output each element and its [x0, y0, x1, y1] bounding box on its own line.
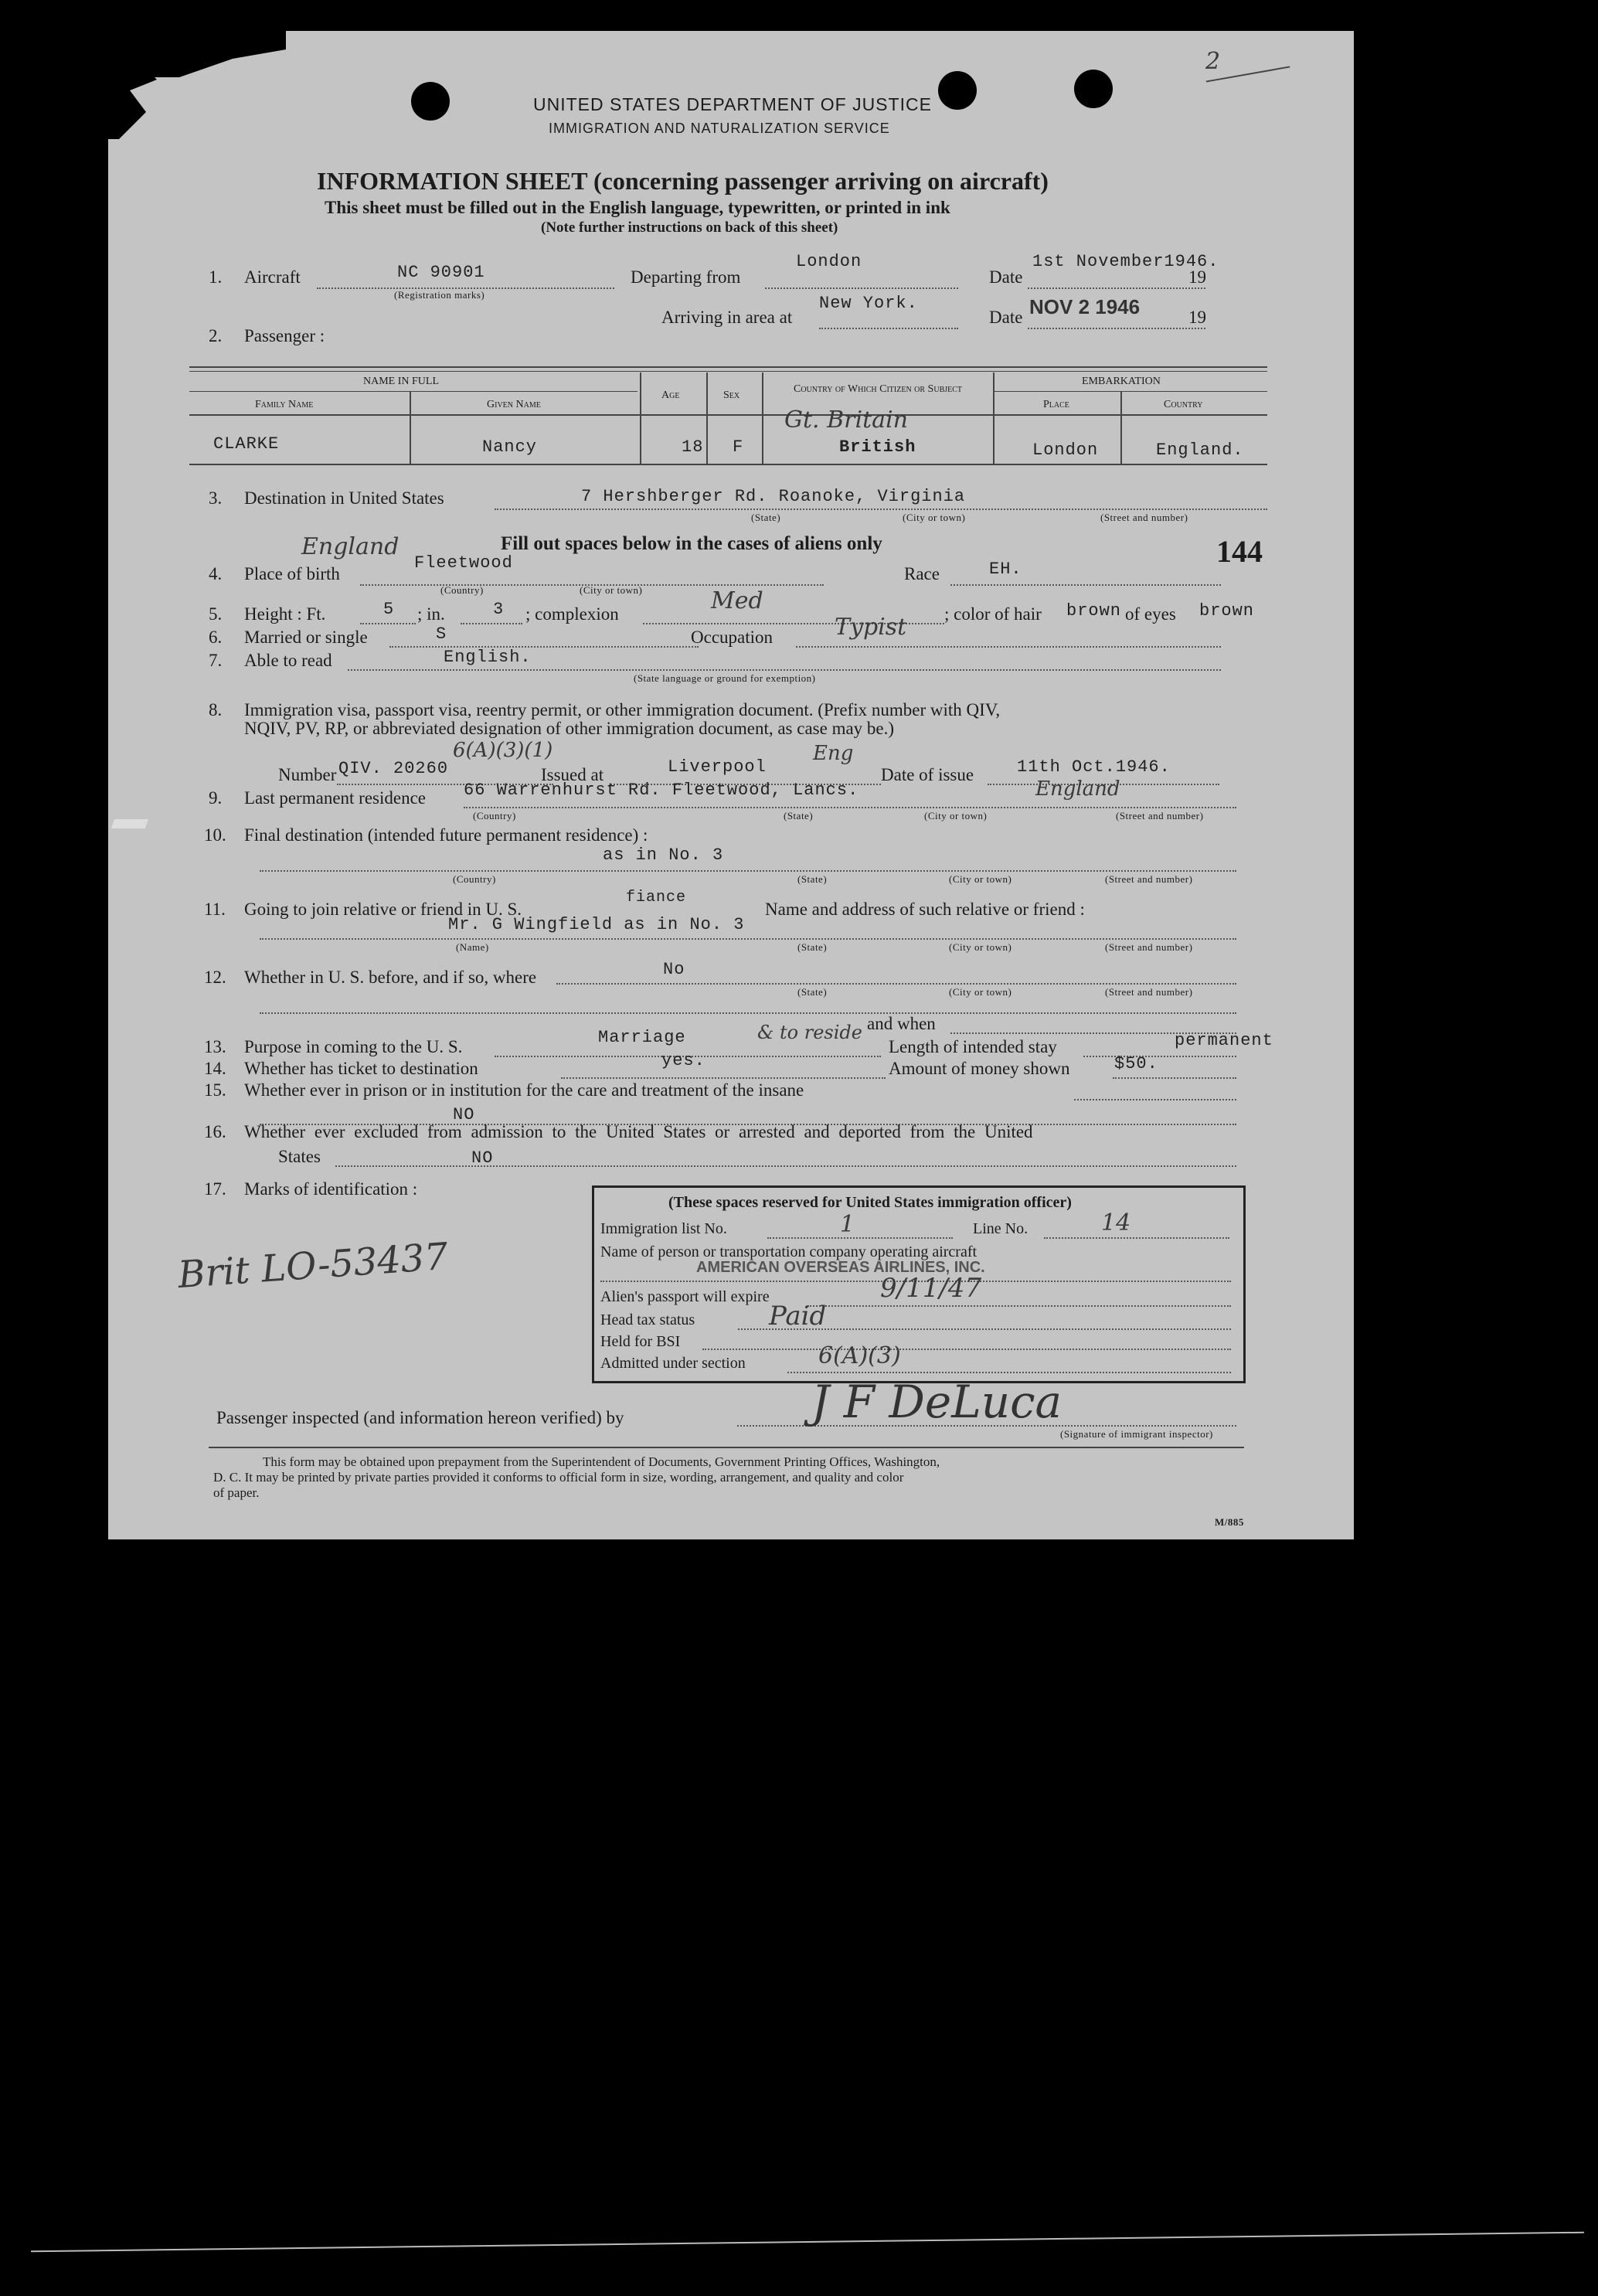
col-divider-3: [706, 372, 708, 465]
service-heading: IMMIGRATION AND NATURALIZATION SERVICE: [549, 121, 890, 136]
height-in-label: ; in.: [417, 604, 445, 624]
inspector-signature: J F DeLuca: [811, 1376, 1062, 1428]
arriving-label: Arriving in area at: [661, 308, 793, 327]
issued-value: Liverpool: [668, 757, 767, 777]
hair-label: ; color of hair: [944, 604, 1042, 624]
join-city-caption: (City or town): [949, 941, 1012, 953]
country-header: Country: [1164, 399, 1203, 410]
visa-number-hw: 6(A)(3)(1): [453, 739, 553, 762]
date-line: [1028, 287, 1205, 289]
final-city-caption: (City or town): [949, 873, 1012, 885]
family-name-header: Family Name: [255, 399, 314, 410]
line-no-value: 14: [1101, 1209, 1131, 1236]
passport-line: [808, 1305, 1231, 1307]
and-when-label: and when: [867, 1014, 936, 1033]
married-line: [389, 646, 699, 648]
ticket-line: [561, 1077, 886, 1079]
residence-country-hw: England: [1035, 777, 1120, 801]
inspection-label: Passenger inspected (and information hereon verified) by: [216, 1408, 624, 1427]
item16-number: 16.: [204, 1122, 226, 1141]
passport-value: 9/11/47: [880, 1273, 982, 1304]
item3-number: 3.: [209, 488, 223, 508]
headtax-value: Paid: [769, 1301, 827, 1332]
aircraft-label: Aircraft: [244, 267, 301, 287]
item10-number: 10.: [204, 825, 226, 845]
year-suffix: 19: [1188, 267, 1206, 287]
table-top-rule: [189, 366, 1267, 368]
excluded-value: NO: [471, 1148, 494, 1168]
item12-number: 12.: [204, 968, 226, 987]
form-instruction-note: (Note further instructions on back of this sheet): [541, 219, 838, 236]
married-value: S: [436, 624, 447, 644]
stamp-number: 144: [1216, 534, 1263, 569]
stay-label: Length of intended stay: [889, 1037, 1057, 1056]
complexion-label: ; complexion: [525, 604, 619, 624]
name-in-full-header: NAME IN FULL: [363, 376, 439, 387]
final-street-caption: (Street and number): [1105, 873, 1193, 885]
item11-number: 11.: [204, 900, 226, 919]
date2-label: Date: [989, 308, 1023, 327]
citizen-handwritten: Gt. Britain: [784, 406, 908, 434]
dest-state-caption: (State): [751, 512, 781, 523]
passport-label: Alien's passport will expire: [600, 1288, 770, 1305]
operator-value: AMERICAN OVERSEAS AIRLINES, INC.: [696, 1259, 985, 1276]
join-label-2: Name and address of such relative or friend :: [765, 900, 1085, 919]
document-sheet: [108, 31, 1354, 1539]
before-street-caption: (Street and number): [1105, 986, 1193, 998]
date-label: Date: [989, 267, 1023, 287]
read-line: [348, 669, 1221, 671]
married-label: Married or single: [244, 628, 368, 647]
form-code: M/885: [1215, 1516, 1244, 1528]
before-value: No: [663, 960, 685, 979]
destination-value: 7 Hershberger Rd. Roanoke, Virginia: [581, 487, 966, 506]
res-country-caption: (Country): [473, 810, 516, 821]
money-value: $50.: [1114, 1054, 1158, 1073]
embark-header-rule: [993, 391, 1267, 392]
citizen-value: British: [839, 437, 916, 457]
col-divider-4: [762, 372, 763, 465]
table-bottom-rule: [189, 464, 1267, 465]
torn-edge-2: [108, 31, 286, 77]
arriving-value: New York.: [819, 294, 918, 313]
issued-hw: Eng: [813, 742, 854, 765]
ticket-value: yes.: [661, 1051, 706, 1070]
margin-clip-mark: [111, 819, 148, 828]
department-heading: UNITED STATES DEPARTMENT OF JUSTICE: [533, 94, 932, 114]
height-ft-value: 5: [383, 600, 395, 619]
stay-line: [1083, 1056, 1236, 1057]
embarkation-header: EMBARKATION: [1082, 376, 1161, 387]
res-city-caption: (City or town): [924, 810, 988, 821]
visa-number-label: Number: [278, 765, 337, 784]
visa-text-2: NQIV, PV, RP, or abbreviated designation of other immigration document, as case may be.): [244, 719, 895, 738]
country-citizen-header: Country of Which Citizen or Subject: [793, 383, 963, 395]
line-no-label: Line No.: [973, 1220, 1028, 1237]
excluded-label: Whether ever excluded from admission to the United States or arrested and deported from the United: [244, 1122, 1033, 1141]
item1-number: 1.: [209, 267, 223, 287]
before-line-2: [260, 1012, 1236, 1014]
table-header-rule: [189, 391, 638, 392]
destination-line: [495, 509, 1267, 510]
item5-number: 5.: [209, 604, 223, 624]
race-line: [950, 584, 1221, 586]
eyes-label: of eyes: [1125, 604, 1176, 624]
before-label: Whether in U. S. before, and if so, where: [244, 968, 537, 987]
admitted-line: [787, 1372, 1231, 1373]
issued-label: Issued at: [541, 765, 604, 784]
item6-number: 6.: [209, 628, 223, 647]
marks-hw: Brit LO-53437: [176, 1234, 450, 1298]
footer-line-2: D. C. It may be printed by private parties provided it conforms to official form in size, wording, arrangement, and quality and color: [213, 1470, 904, 1485]
join-relation: fiance: [626, 889, 687, 906]
complexion-hw: Med: [711, 587, 763, 614]
col-divider-5: [993, 372, 994, 465]
prison-label: Whether ever in prison or in institution for the care and treatment of the insane: [244, 1080, 804, 1100]
read-caption: (State language or ground for exemption): [634, 672, 816, 684]
height-label: Height : Ft.: [244, 604, 326, 624]
arrival-date-stamp: NOV 2 1946: [1029, 295, 1141, 318]
signature-caption: (Signature of immigrant inspector): [1060, 1428, 1213, 1440]
footer-rule: [209, 1447, 1244, 1448]
occupation-hw: Typist: [835, 614, 907, 641]
excluded-line: [335, 1165, 1236, 1167]
read-label: Able to read: [244, 651, 332, 670]
table-top-rule-2: [189, 371, 1267, 372]
imm-list-value: 1: [840, 1211, 855, 1238]
line-no-line: [1044, 1237, 1229, 1239]
corner-mark: 2: [1205, 48, 1221, 75]
admitted-label: Admitted under section: [600, 1355, 746, 1372]
officer-box-title: (These spaces reserved for United States immigration officer): [668, 1194, 1072, 1211]
join-line: [260, 938, 1236, 940]
dest-street-caption: (Street and number): [1100, 512, 1188, 523]
final-dest-line: [260, 870, 1236, 872]
col-divider-1: [410, 391, 411, 465]
res-street-caption: (Street and number): [1116, 810, 1204, 821]
final-country-caption: (Country): [453, 873, 496, 885]
sex-value: F: [733, 437, 744, 457]
imm-list-label: Immigration list No.: [600, 1220, 727, 1237]
item14-number: 14.: [204, 1059, 226, 1078]
height-ft-line: [360, 623, 416, 624]
item9-number: 9.: [209, 788, 223, 808]
departing-line: [765, 287, 958, 289]
item13-number: 13.: [204, 1037, 226, 1056]
visa-number-value: QIV. 20260: [338, 759, 449, 778]
race-label: Race: [904, 564, 940, 583]
purpose-label: Purpose in coming to the U. S.: [244, 1037, 463, 1056]
headtax-label: Head tax status: [600, 1311, 695, 1328]
col-divider-2: [640, 372, 641, 465]
dest-city-caption: (City or town): [903, 512, 966, 523]
marks-label: Marks of identification :: [244, 1179, 418, 1199]
occupation-line: [796, 646, 1221, 648]
final-dest-value: as in No. 3: [603, 845, 724, 865]
punch-hole-1: [411, 82, 450, 121]
join-value: Mr. G Wingfield as in No. 3: [448, 915, 745, 934]
birth-country-caption: (Country): [440, 584, 484, 596]
embark-country-value: England.: [1156, 440, 1244, 460]
bsi-line: [702, 1349, 1231, 1350]
footer-line-1: This form may be obtained upon prepayment from the Superintendent of Documents, Government Printing Offices, Washington,: [263, 1454, 940, 1469]
col-divider-6: [1120, 391, 1122, 465]
departing-label: Departing from: [631, 267, 741, 287]
join-street-caption: (Street and number): [1105, 941, 1193, 953]
registration-caption: (Registration marks): [394, 289, 485, 301]
final-state-caption: (State): [797, 873, 828, 885]
age-header: Age: [661, 389, 680, 401]
operator-label: Name of person or transportation company operating aircraft: [600, 1243, 978, 1260]
year2-suffix: 19: [1188, 308, 1206, 327]
punch-hole-2: [938, 71, 977, 110]
ticket-label: Whether has ticket to destination: [244, 1059, 478, 1078]
height-in-value: 3: [493, 600, 505, 619]
admitted-value: 6(A)(3): [818, 1342, 901, 1369]
date-issue-value: 11th Oct.1946.: [1017, 757, 1171, 777]
prison-line: [1074, 1099, 1236, 1100]
race-value: EH.: [989, 560, 1022, 579]
birth-label: Place of birth: [244, 564, 340, 583]
date-issue-label: Date of issue: [881, 765, 974, 784]
visa-text-1: Immigration visa, passport visa, reentry permit, or other immigration document. (Prefix number with QIV,: [244, 700, 1001, 719]
money-label: Amount of money shown: [889, 1059, 1070, 1078]
aliens-only-note: Fill out spaces below in the cases of aliens only: [501, 533, 882, 554]
officer-box: [592, 1185, 1246, 1383]
birth-city-caption: (City or town): [580, 584, 643, 596]
sex-header: Sex: [723, 389, 740, 401]
item7-number: 7.: [209, 651, 223, 670]
form-instruction: This sheet must be filled out in the English language, typewritten, or printed in ink: [325, 198, 950, 217]
join-label: Going to join relative or friend in U. S.: [244, 900, 522, 919]
date2-line: [1028, 328, 1205, 329]
table-mid-rule: [189, 414, 1267, 416]
form-title: INFORMATION SHEET (concerning passenger arriving on aircraft): [317, 167, 1049, 195]
item4-number: 4.: [209, 564, 223, 583]
item8-number: 8.: [209, 700, 223, 719]
money-line: [1113, 1077, 1236, 1079]
purpose-value: Marriage: [598, 1028, 686, 1047]
departing-value: London: [796, 252, 862, 271]
eyes-value: brown: [1199, 601, 1255, 621]
prison-value: NO: [453, 1105, 475, 1124]
before-city-caption: (City or town): [949, 986, 1012, 998]
bottom-scan-line: [31, 2232, 1584, 2253]
item15-number: 15.: [204, 1080, 226, 1100]
embark-place-value: London: [1032, 440, 1099, 460]
residence-label: Last permanent residence: [244, 788, 426, 808]
height-in-line: [461, 623, 522, 624]
birth-city-value: Fleetwood: [414, 553, 513, 573]
hair-value: brown: [1066, 601, 1122, 621]
given-name-header: Given Name: [487, 399, 541, 410]
place-header: Place: [1043, 399, 1069, 410]
given-name-value: Nancy: [482, 437, 538, 457]
imm-list-line: [767, 1237, 953, 1239]
aircraft-value: NC 90901: [397, 263, 485, 282]
purpose-hw: & to reside: [757, 1022, 862, 1043]
final-dest-label: Final destination (intended future permanent residence) :: [244, 825, 648, 845]
join-state-caption: (State): [797, 941, 828, 953]
bsi-label: Held for BSI: [600, 1333, 681, 1350]
stay-value: permanent: [1175, 1031, 1273, 1050]
departure-date-value: 1st November1946.: [1032, 252, 1219, 271]
residence-value: 66 Warrenhurst Rd. Fleetwood, Lancs.: [464, 781, 859, 800]
family-name-value: CLARKE: [213, 434, 280, 454]
before-line: [556, 983, 1236, 985]
item2-number: 2.: [209, 326, 223, 345]
age-value: 18: [682, 437, 704, 457]
punch-hole-3: [1074, 70, 1113, 108]
occupation-label: Occupation: [691, 628, 774, 647]
before-state-caption: (State): [797, 986, 828, 998]
item17-number: 17.: [204, 1179, 226, 1199]
destination-label: Destination in United States: [244, 488, 444, 508]
arriving-line: [819, 328, 958, 329]
join-name-caption: (Name): [456, 941, 489, 953]
passenger-label: Passenger :: [244, 326, 325, 345]
res-state-caption: (State): [784, 810, 814, 821]
birth-country-hw: England: [301, 533, 400, 560]
read-value: English.: [444, 648, 532, 667]
excluded-label-2: States: [278, 1147, 321, 1166]
residence-line: [464, 807, 1236, 808]
footer-line-3: of paper.: [213, 1485, 260, 1500]
